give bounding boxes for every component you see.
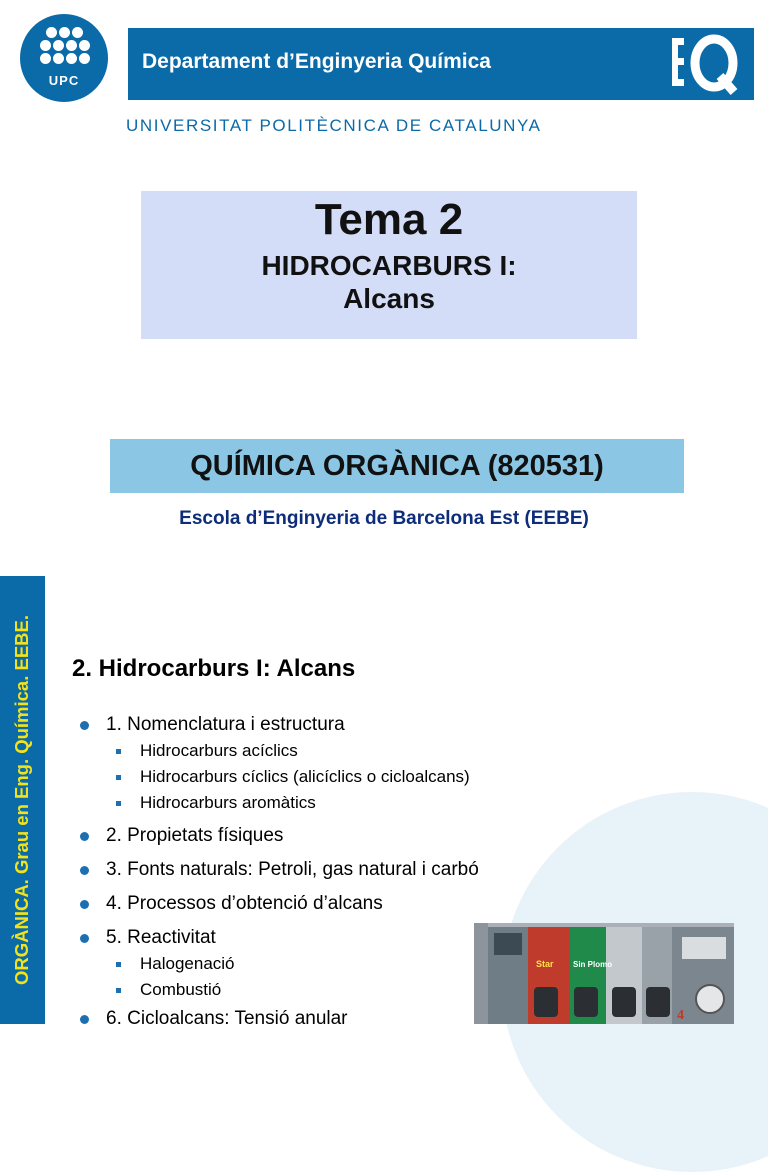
subtitle-line-1: HIDROCARBURS I: (261, 250, 517, 281)
list-item-label: 5. Reactivitat (106, 927, 216, 948)
square-bullet-icon (116, 775, 121, 780)
list-item-label: 6. Cicloalcans: Tensió anular (106, 1008, 348, 1029)
department-banner (128, 28, 754, 100)
sub-list-item-label: Hidrocarburs acíclics (140, 741, 298, 760)
bullet-icon (80, 934, 89, 943)
bullet-icon (80, 900, 89, 909)
bullet-icon (80, 721, 89, 730)
square-bullet-icon (116, 962, 121, 967)
fuel-pump-illustration (474, 923, 734, 1024)
pump-label: Sin Plomo (573, 960, 613, 969)
square-bullet-icon (116, 801, 121, 806)
square-bullet-icon (116, 749, 121, 754)
list-item-label: 4. Processos d’obtenció d’alcans (106, 893, 383, 914)
university-name: UNIVERSITAT POLITÈCNICA DE CATALUNYA (126, 116, 542, 135)
pump-label: Star (536, 959, 554, 969)
bullet-icon (80, 866, 89, 875)
department-title: Departament d’Enginyeria Química (142, 50, 491, 73)
list-item-label: 1. Nomenclatura i estructura (106, 714, 345, 735)
fuel-pump-photo (474, 923, 734, 1024)
list-item-label: 2. Propietats físiques (106, 825, 284, 846)
sub-list-item-label: Hidrocarburs cíclics (alicíclics o cicloalcans) (140, 767, 470, 786)
square-bullet-icon (116, 988, 121, 993)
school-name: Escola d’Enginyeria de Barcelona Est (EEBE) (179, 508, 589, 529)
section-heading: 2. Hidrocarburs I: Alcans (72, 655, 356, 682)
page-title: Tema 2 (314, 195, 464, 244)
title-box (141, 191, 637, 339)
eq-logo-icon (668, 32, 744, 96)
upc-logo (20, 14, 108, 102)
subtitle-line-2: Alcans (343, 283, 435, 314)
sub-list-item-label: Combustió (140, 980, 222, 999)
course-banner (110, 439, 684, 493)
course-name: QUÍMICA ORGÀNICA (820531) (190, 450, 604, 482)
bullet-icon (80, 832, 89, 841)
sub-list-item-label: Halogenació (140, 954, 235, 973)
sub-list-item-label: Hidrocarburs aromàtics (140, 793, 316, 812)
bullet-icon (80, 1015, 89, 1024)
list-item-label: 3. Fonts naturals: Petroli, gas natural i carbó (106, 859, 479, 880)
side-bar-text: ORGÀNICA. Grau en Eng. Química. EEBE. (11, 614, 32, 986)
pump-number: 4 (677, 1008, 684, 1023)
logo-text: UPC (48, 73, 80, 88)
